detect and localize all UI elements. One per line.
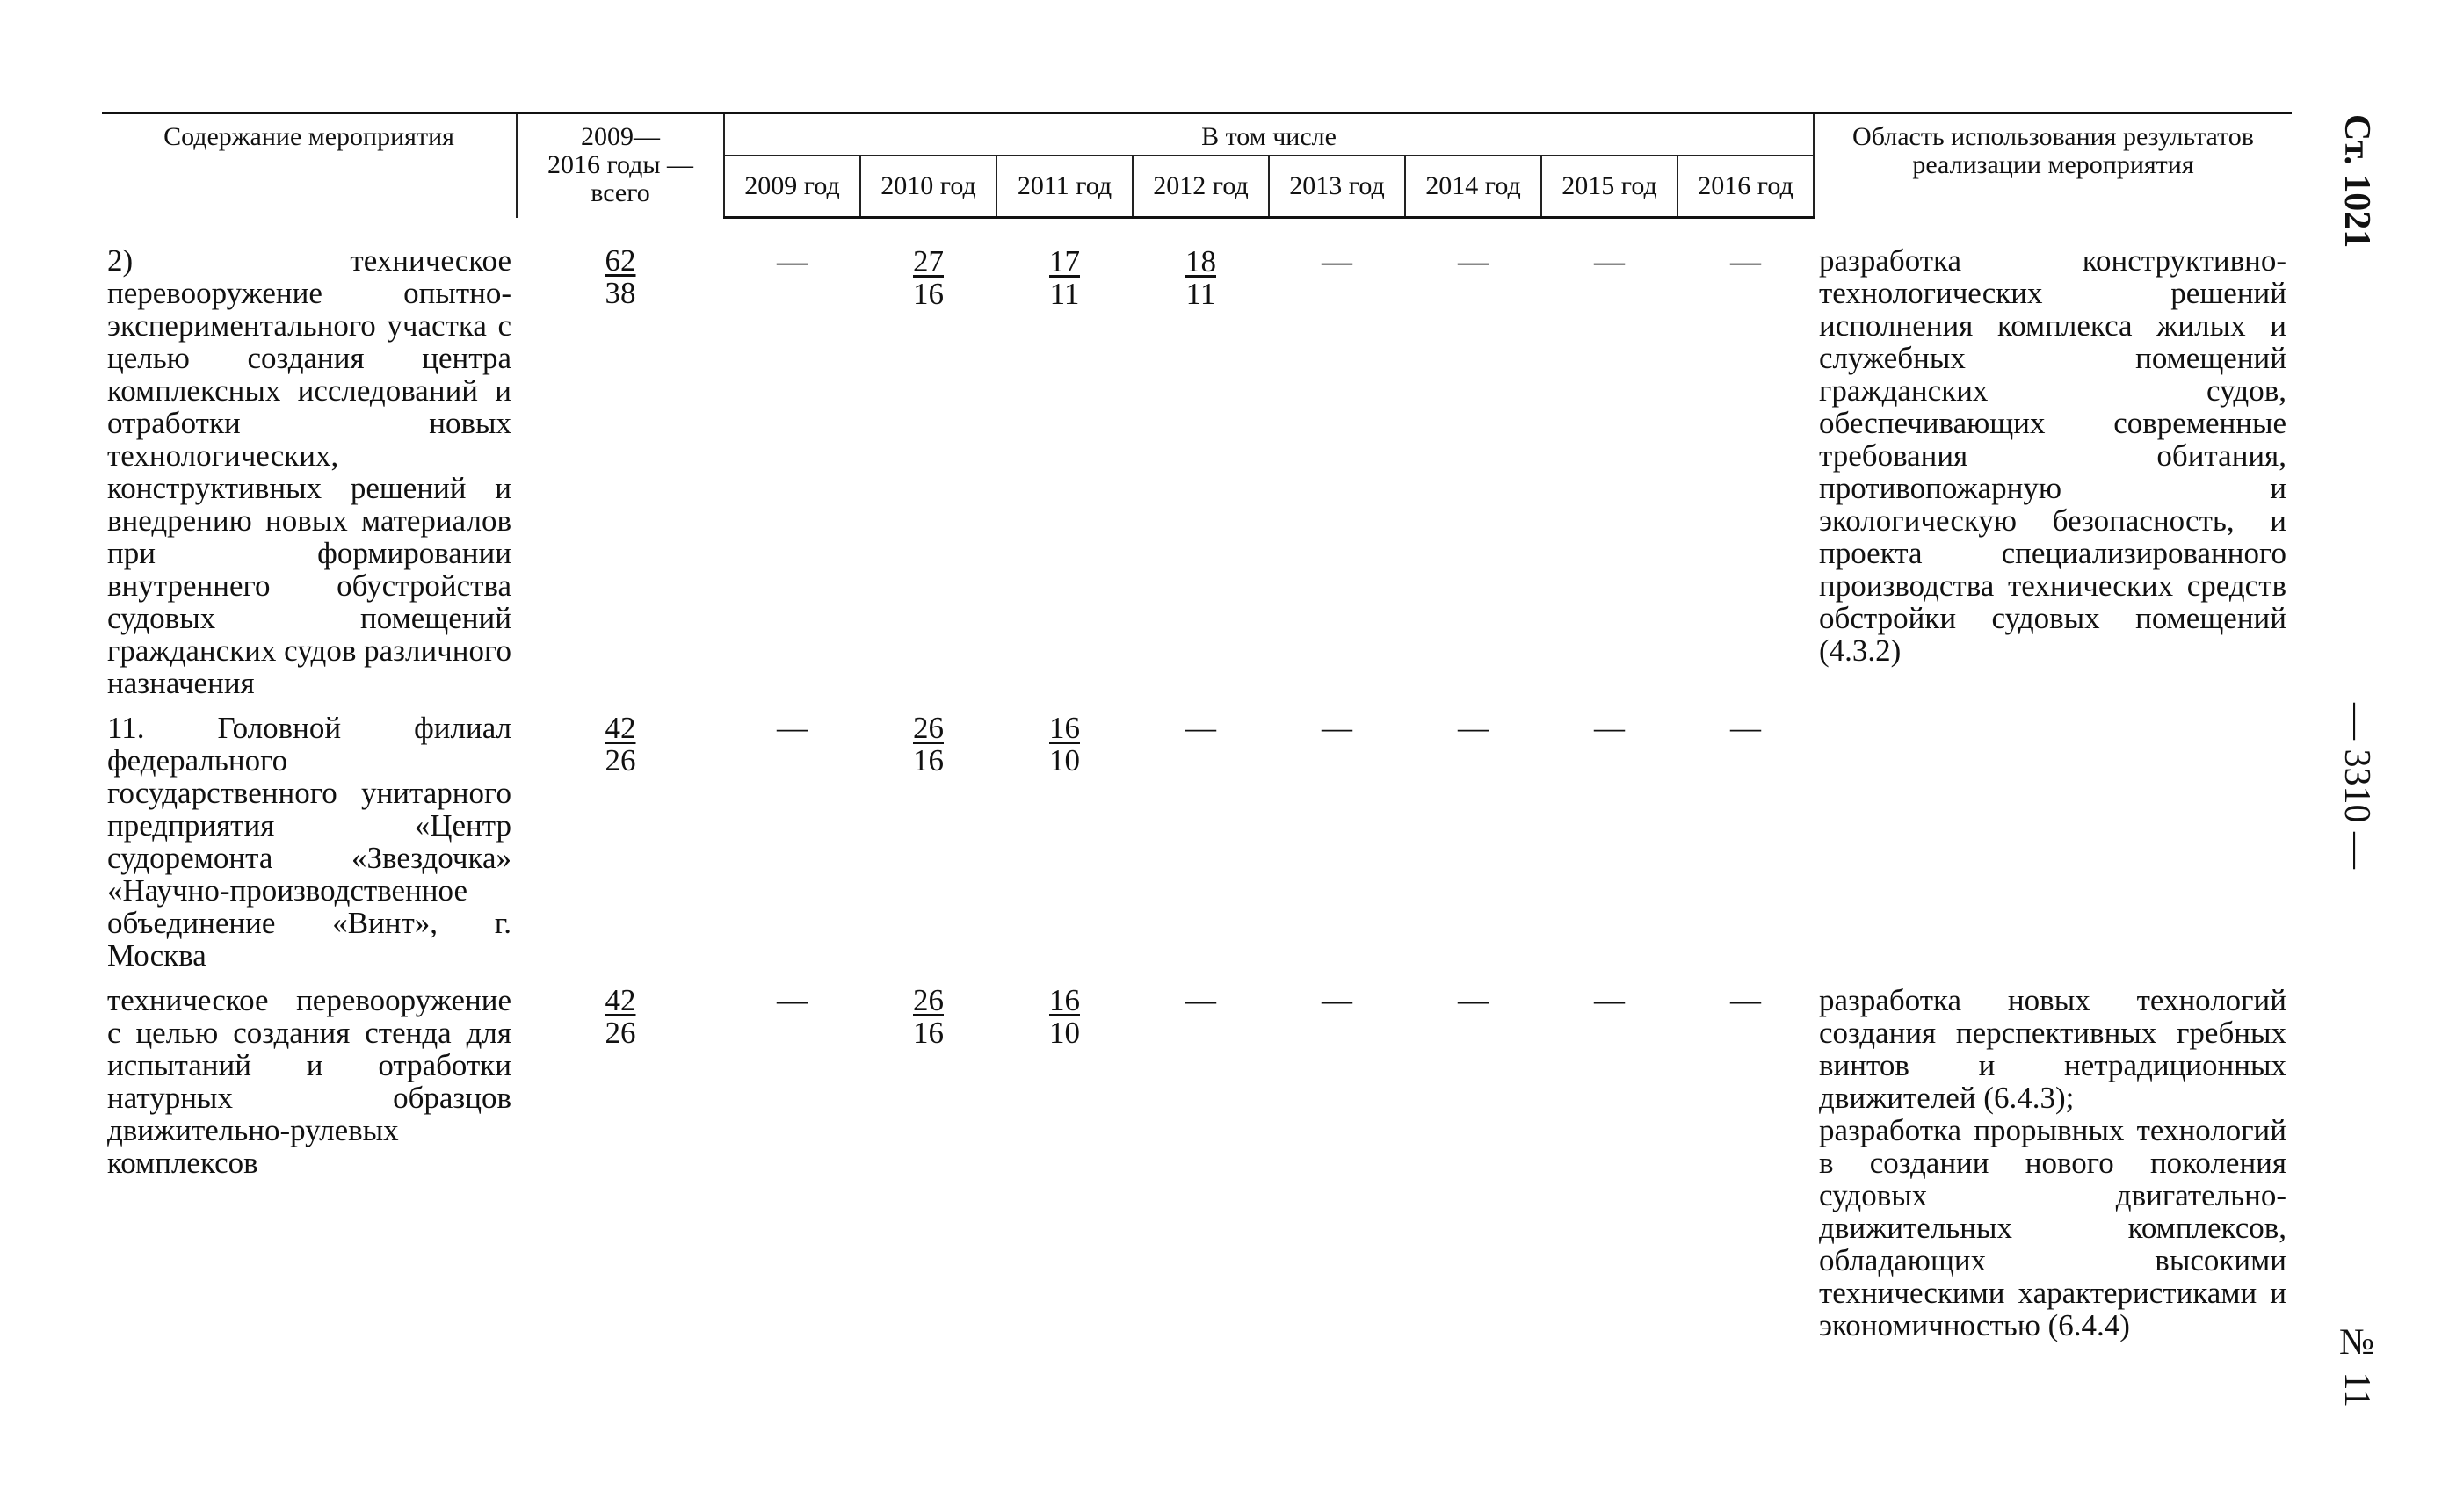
value-federal: 11 [1185, 277, 1216, 311]
total-cell [517, 218, 724, 699]
value-total: 27 [913, 244, 944, 279]
table-row [102, 699, 2292, 972]
result-area [1814, 699, 2292, 972]
year-cell [1133, 699, 1269, 972]
year-cell [860, 218, 996, 699]
sheet-number: — 3310 — [2337, 703, 2377, 869]
no-value-dash: — [1594, 982, 1625, 1017]
year-cell [1677, 972, 1814, 1342]
no-value-dash: — [1458, 244, 1489, 279]
year-cell [1269, 218, 1405, 699]
activity-description: техническое перевооружение с целью создания стенда для испытаний и отработки натурных образцов движительно-рулевых комплексов [107, 982, 511, 1180]
no-value-dash: — [1594, 244, 1625, 279]
result-area: разработка конструктивно-технологических решений исполнения комплекса жилых и служебных помещений гражданских судов, обеспечивающих современные требования обитания, противопожарную и экологическую безопасность, и проекта специализированного производства технических средств обстройки судовых помещений (4.3.2) [1819, 242, 2287, 668]
header-content: Содержание мероприятия [102, 113, 517, 218]
issue-number: № 11 [2337, 1322, 2377, 1407]
activity-description: 11. Головной филиал федерального государственного унитарного предприятия «Центр судоремонта «Звездочка» «Научно-производственное объединение «Винт», г. Москва [107, 710, 511, 973]
no-value-dash: — [1730, 982, 1761, 1017]
header-year: 2011 год [996, 156, 1133, 218]
value-total: 42 [605, 982, 636, 1017]
value-federal: 16 [913, 742, 944, 778]
year-cell [1677, 699, 1814, 972]
value-federal: 10 [1049, 742, 1080, 778]
year-cell [724, 699, 860, 972]
value-total: 26 [913, 982, 944, 1017]
year-cell [1133, 218, 1269, 699]
no-value-dash: — [1185, 982, 1216, 1017]
header-area: Область использования результатов реализации мероприятия [1814, 113, 2292, 218]
value-fraction [605, 984, 636, 1049]
year-cell [1541, 218, 1677, 699]
result-area: разработка новых технологий создания перспективных гребных винтов и нетрадиционных движителей (6.4.3); разработка прорывных технологий в создании нового поколения судовых двигательно-движительных комплексов, обладающих высокими техническими характеристиками и экономичностью (6.4.4) [1819, 982, 2287, 1342]
activity-description: 2) техническое перевооружение опытно-экспериментального участка с целью создания центра комплексных исследований и отработки новых технологических, конструктивных решений и внедрению новых материалов при формировании внутреннего обустройства судовых помещений гражданских судов различного назначения [107, 242, 511, 700]
page-number: Ст. 1021 [2337, 114, 2377, 249]
year-cell [1269, 972, 1405, 1342]
header-year: 2009 год [724, 156, 860, 218]
year-cell [1541, 972, 1677, 1342]
no-value-dash: — [1322, 244, 1352, 279]
table-row [102, 218, 2292, 699]
table-row [102, 972, 2292, 1342]
value-fraction [913, 984, 944, 1049]
value-fraction [1185, 245, 1216, 310]
value-total: 16 [1049, 982, 1080, 1017]
value-fraction [913, 245, 944, 310]
header-year: 2014 год [1405, 156, 1541, 218]
no-value-dash: — [777, 982, 808, 1017]
no-value-dash: — [1322, 710, 1352, 745]
value-federal: 38 [605, 275, 636, 310]
no-value-dash: — [777, 710, 808, 745]
header-year: 2015 год [1541, 156, 1677, 218]
year-cell [1405, 972, 1541, 1342]
no-value-dash: — [1730, 244, 1761, 279]
year-cell [724, 972, 860, 1342]
no-value-dash: — [1458, 710, 1489, 745]
header-year: 2010 год [860, 156, 996, 218]
value-fraction [913, 712, 944, 777]
year-cell [1133, 972, 1269, 1342]
no-value-dash: — [1730, 710, 1761, 745]
value-total: 16 [1049, 710, 1080, 745]
value-total: 62 [605, 242, 636, 278]
no-value-dash: — [1594, 710, 1625, 745]
value-total: 42 [605, 710, 636, 745]
total-cell [517, 699, 724, 972]
year-cell [1269, 699, 1405, 972]
value-fraction [605, 712, 636, 777]
value-federal: 10 [1049, 1015, 1080, 1050]
value-fraction [1049, 245, 1080, 310]
no-value-dash: — [1322, 982, 1352, 1017]
year-cell [1677, 218, 1814, 699]
value-federal: 16 [913, 1015, 944, 1050]
value-total: 17 [1049, 244, 1080, 279]
year-cell [860, 699, 996, 972]
header-including: В том числе [724, 113, 1814, 156]
year-cell [996, 699, 1133, 972]
value-fraction [605, 244, 636, 309]
header-total: 2009— 2016 годы — всего [517, 113, 724, 218]
header-year: 2013 год [1269, 156, 1405, 218]
year-cell [724, 218, 860, 699]
value-total: 26 [913, 710, 944, 745]
value-fraction [1049, 984, 1080, 1049]
value-federal: 11 [1049, 277, 1080, 311]
year-cell [996, 972, 1133, 1342]
value-total: 18 [1185, 244, 1216, 279]
no-value-dash: — [1458, 982, 1489, 1017]
value-federal: 16 [913, 277, 944, 311]
year-cell [1405, 218, 1541, 699]
year-cell [996, 218, 1133, 699]
header-year: 2016 год [1677, 156, 1814, 218]
value-fraction [1049, 712, 1080, 777]
year-cell [860, 972, 996, 1342]
value-federal: 26 [605, 1015, 636, 1050]
no-value-dash: — [777, 244, 808, 279]
program-table [102, 112, 2292, 1342]
total-cell [517, 972, 724, 1342]
no-value-dash: — [1185, 710, 1216, 745]
header-year: 2012 год [1133, 156, 1269, 218]
year-cell [1405, 699, 1541, 972]
side-margin [2309, 105, 2397, 1423]
year-cell [1541, 699, 1677, 972]
value-federal: 26 [605, 742, 636, 778]
